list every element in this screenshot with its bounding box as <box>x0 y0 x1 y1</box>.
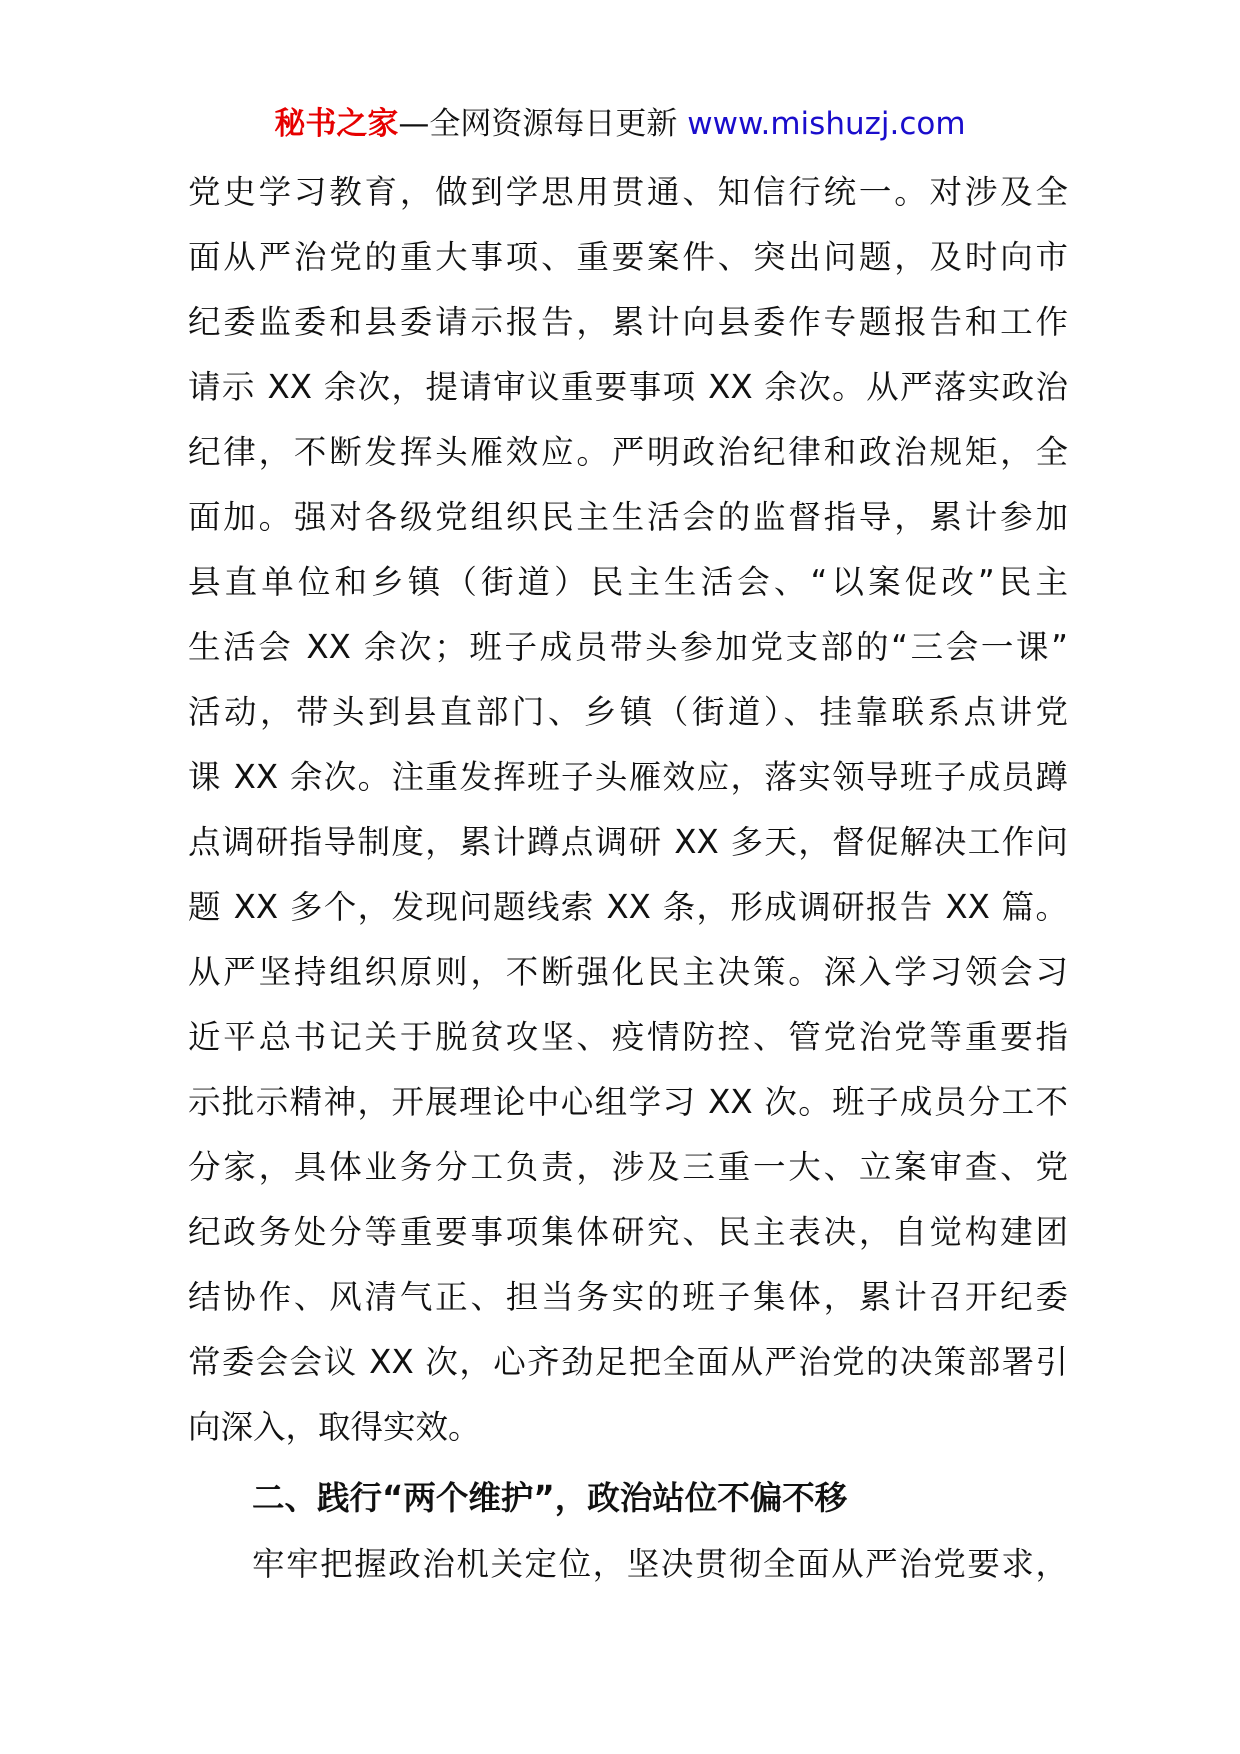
text-line: 示批示精神，开展理论中心组学习 XX 次。班子成员分工不 <box>188 1083 1068 1121</box>
body-paragraph <box>188 160 1068 1460</box>
text-line: 面从严治党的重大事项、重要案件、突出问题，及时向市 <box>188 238 1068 276</box>
text-line: 近平总书记关于脱贫攻坚、疫情防控、管党治党等重要指 <box>188 1018 1068 1056</box>
text-line: 县直单位和乡镇（街道）民主生活会、“以案促改”民主 <box>188 563 1068 601</box>
text-line: 点调研指导制度，累计蹲点调研 XX 多天，督促解决工作问 <box>188 823 1068 861</box>
page-header <box>0 98 1240 150</box>
text-line: 分家，具体业务分工负责，涉及三重一大、立案审查、党 <box>188 1148 1068 1186</box>
text-line: 请示 XX 余次，提请审议重要事项 XX 余次。从严落实政治 <box>188 368 1068 406</box>
text-line: 面加。强对各级党组织民主生活会的监督指导，累计参加 <box>188 498 1068 536</box>
text-line: 题 XX 多个，发现问题线索 XX 条，形成调研报告 XX 篇。 <box>188 888 1068 926</box>
text-line: 从严坚持组织原则，不断强化民主决策。深入学习领会习 <box>188 953 1068 991</box>
header-slogan: —全网资源每日更新 <box>398 106 678 142</box>
brand-name: 秘书之家 <box>274 106 399 142</box>
text-line: 常委会会议 XX 次，心齐劲足把全面从严治党的决策部署引 <box>188 1343 1068 1381</box>
text-line: 纪律，不断发挥头雁效应。严明政治纪律和政治规矩，全 <box>188 433 1068 471</box>
text-line: 活动，带头到县直部门、乡镇（街道）、挂靠联系点讲党 <box>188 693 1068 731</box>
section-heading: 二、践行“两个维护”，政治站位不偏不移 <box>252 1479 848 1517</box>
text-line: 结协作、风清气正、担当务实的班子集体，累计召开纪委 <box>188 1278 1068 1316</box>
text-line: 纪委监委和县委请示报告，累计向县委作专题报告和工作 <box>188 303 1068 341</box>
paragraph-start: 牢牢把握政治机关定位，坚决贯彻全面从严治党要求， <box>252 1545 1068 1583</box>
site-url[interactable]: www.mishuzj.com <box>687 106 966 142</box>
text-line: 纪政务处分等重要事项集体研究、民主表决，自觉构建团 <box>188 1213 1068 1251</box>
text-line: 党史学习教育，做到学思用贯通、知信行统一。对涉及全 <box>188 173 1068 211</box>
text-line: 课 XX 余次。注重发挥班子头雁效应，落实领导班子成员蹲 <box>188 758 1068 796</box>
text-line: 向深入，取得实效。 <box>188 1408 481 1446</box>
text-line: 生活会 XX 余次；班子成员带头参加党支部的“三会一课” <box>188 628 1068 666</box>
